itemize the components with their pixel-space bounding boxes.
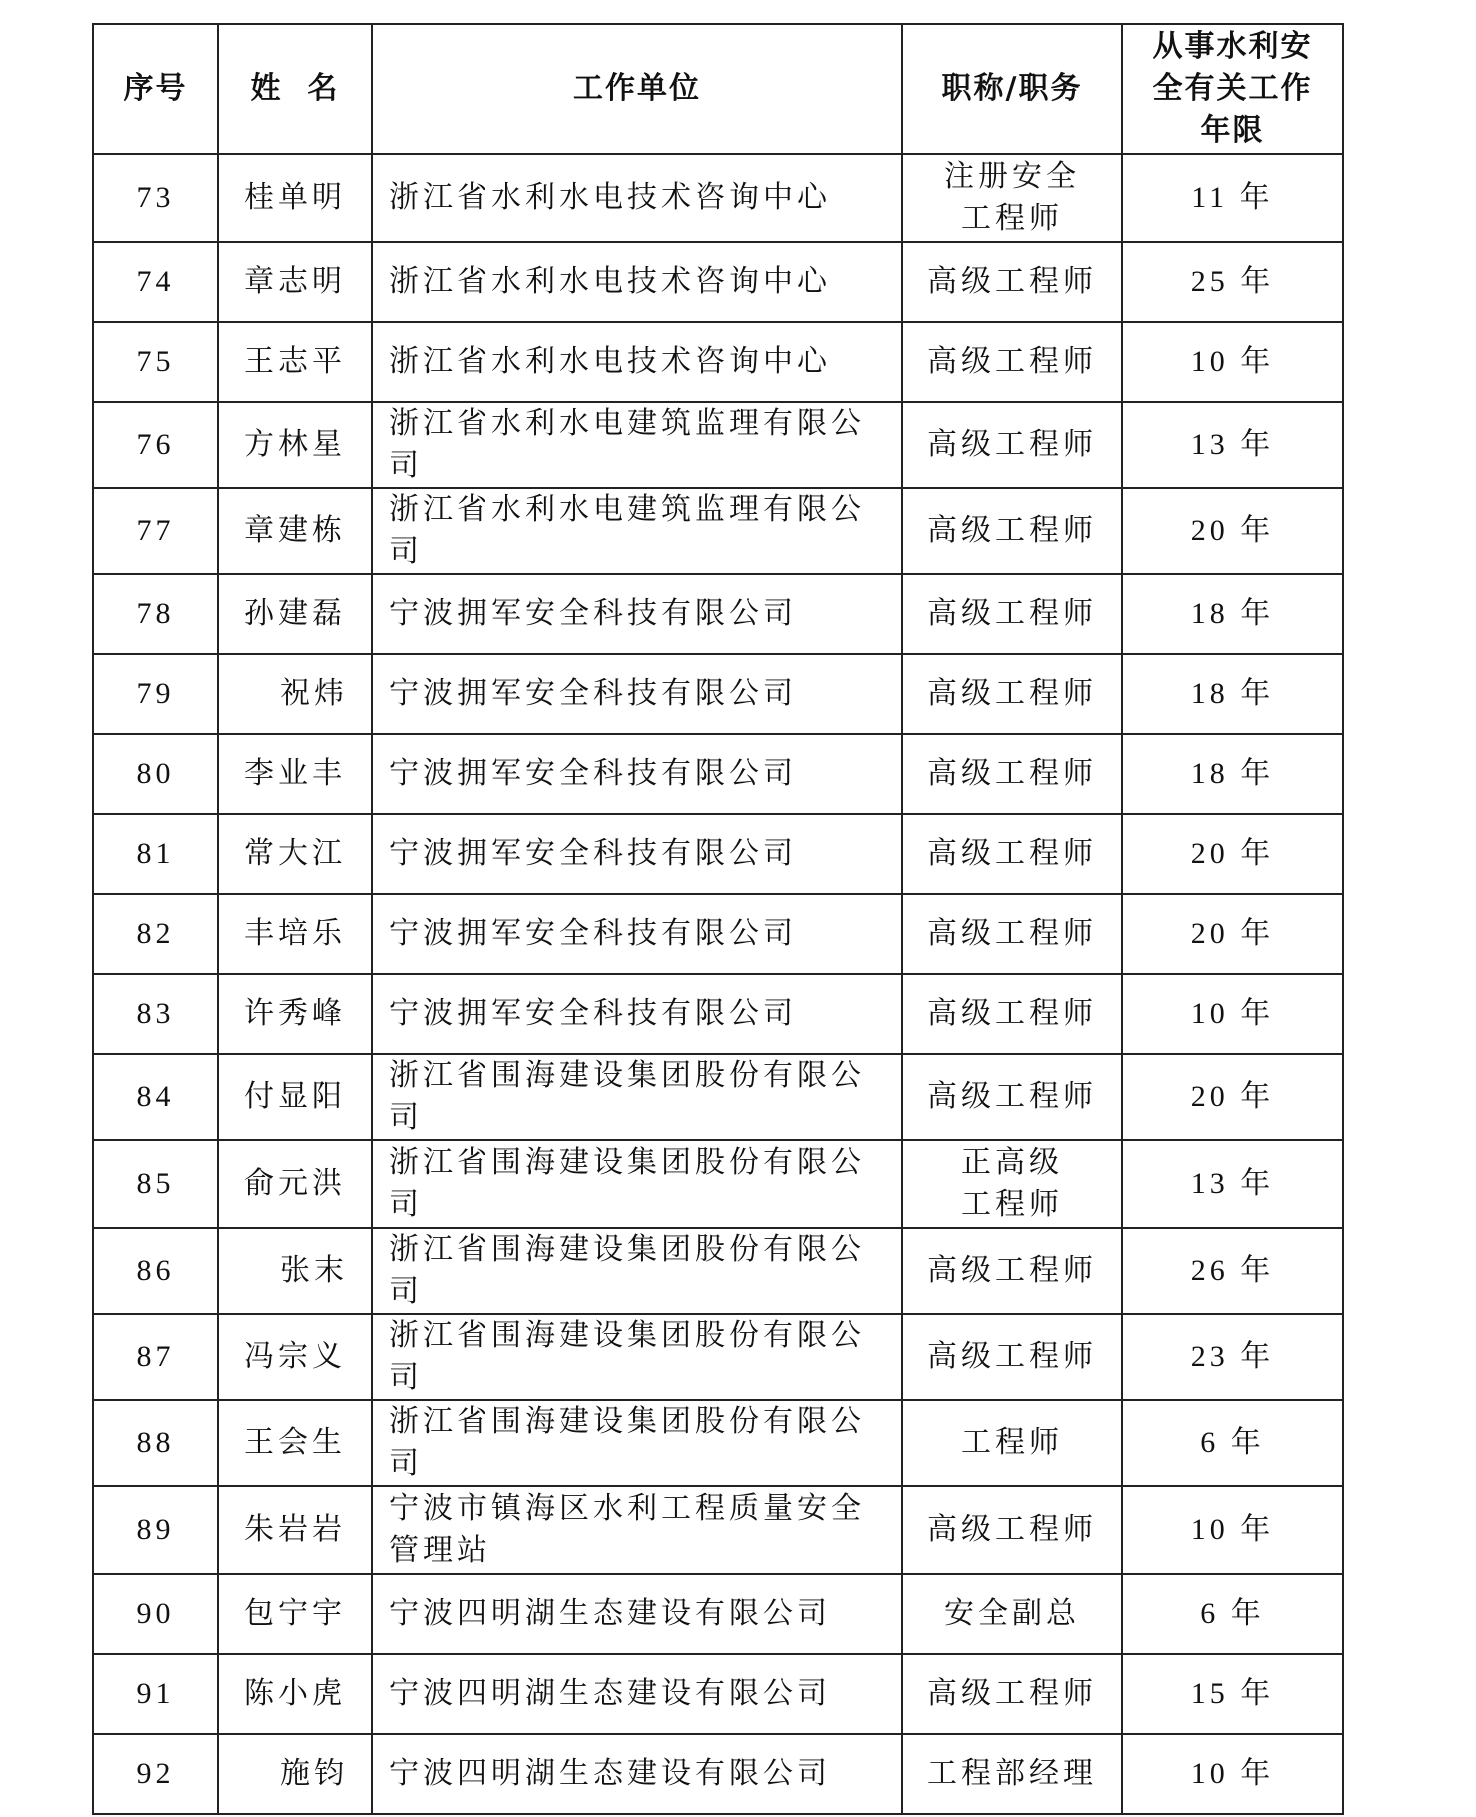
cell-seq: 81 [93,814,218,894]
cell-seq: 92 [93,1734,218,1814]
cell-seq: 88 [93,1400,218,1486]
header-years [1122,24,1343,154]
table-row [93,1228,1343,1314]
cell-years: 10 年 [1122,1486,1343,1574]
cell-years: 20 年 [1122,814,1343,894]
cell-years: 10 年 [1122,322,1343,402]
cell-title [902,402,1122,488]
cell-years: 6 年 [1122,1574,1343,1654]
cell-title [902,1140,1122,1228]
cell-unit: 浙江省围海建设集团股份有限公司 [372,1228,902,1314]
cell-title [902,1400,1122,1486]
cell-seq: 73 [93,154,218,242]
cell-title [902,974,1122,1054]
cell-title-line: 高级工程师 [927,344,1097,379]
table-row [93,894,1343,974]
table-row [93,974,1343,1054]
cell-title-line: 正高级 [961,1145,1063,1180]
cell-unit: 浙江省水利水电技术咨询中心 [372,322,902,402]
cell-unit: 浙江省围海建设集团股份有限公司 [372,1054,902,1140]
table-header [93,24,1343,154]
cell-unit: 宁波拥军安全科技有限公司 [372,974,902,1054]
cell-title [902,814,1122,894]
cell-title-line: 高级工程师 [927,596,1097,631]
cell-title [902,1574,1122,1654]
cell-years: 11 年 [1122,154,1343,242]
table-body [93,154,1343,1814]
cell-name: 朱岩岩 [218,1486,372,1574]
header-years-line2: 全有关工作 [1152,71,1313,106]
cell-title-line: 高级工程师 [927,264,1097,299]
cell-name: 陈小虎 [218,1654,372,1734]
cell-name: 祝炜 [218,654,372,734]
cell-seq: 86 [93,1228,218,1314]
table-row [93,1054,1343,1140]
cell-years: 25 年 [1122,242,1343,322]
cell-name: 施钧 [218,1734,372,1814]
cell-unit: 宁波四明湖生态建设有限公司 [372,1734,902,1814]
cell-years: 18 年 [1122,654,1343,734]
cell-title-line: 高级工程师 [927,676,1097,711]
cell-unit: 宁波四明湖生态建设有限公司 [372,1574,902,1654]
cell-name: 许秀峰 [218,974,372,1054]
table-row [93,242,1343,322]
cell-name: 常大江 [218,814,372,894]
table-row [93,1140,1343,1228]
cell-title [902,1228,1122,1314]
cell-years: 20 年 [1122,894,1343,974]
cell-unit: 宁波拥军安全科技有限公司 [372,814,902,894]
cell-title-line: 高级工程师 [927,427,1097,462]
cell-years: 6 年 [1122,1400,1343,1486]
cell-title-line: 工程师 [961,1187,1063,1222]
cell-title [902,654,1122,734]
cell-title [902,1734,1122,1814]
cell-seq: 80 [93,734,218,814]
cell-title-line: 安全副总 [944,1596,1080,1631]
cell-seq: 87 [93,1314,218,1400]
header-title: 职称/职务 [902,24,1122,154]
cell-title [902,488,1122,574]
cell-unit: 浙江省围海建设集团股份有限公司 [372,1314,902,1400]
cell-title [902,1314,1122,1400]
header-seq: 序号 [93,24,218,154]
cell-title [902,574,1122,654]
cell-years: 20 年 [1122,1054,1343,1140]
cell-years: 13 年 [1122,1140,1343,1228]
table-row [93,814,1343,894]
cell-name: 桂单明 [218,154,372,242]
cell-name: 包宁宇 [218,1574,372,1654]
cell-title-line: 工程部经理 [927,1756,1097,1791]
cell-unit: 浙江省水利水电建筑监理有限公司 [372,402,902,488]
cell-name: 孙建磊 [218,574,372,654]
cell-seq: 91 [93,1654,218,1734]
cell-seq: 76 [93,402,218,488]
cell-seq: 74 [93,242,218,322]
cell-title-line: 高级工程师 [927,756,1097,791]
table-row [93,654,1343,734]
cell-seq: 84 [93,1054,218,1140]
cell-name: 王会生 [218,1400,372,1486]
cell-title [902,734,1122,814]
table-row [93,402,1343,488]
cell-seq: 90 [93,1574,218,1654]
cell-title [902,1486,1122,1574]
cell-years: 15 年 [1122,1654,1343,1734]
cell-title-line: 注册安全 [944,159,1080,194]
header-years-line3: 年限 [1200,113,1265,148]
header-name: 姓 名 [218,24,372,154]
cell-years: 18 年 [1122,734,1343,814]
cell-unit: 浙江省水利水电技术咨询中心 [372,242,902,322]
table-row [93,322,1343,402]
cell-unit: 宁波市镇海区水利工程质量安全管理站 [372,1486,902,1574]
cell-unit: 宁波四明湖生态建设有限公司 [372,1654,902,1734]
table-row [93,488,1343,574]
cell-name: 俞元洪 [218,1140,372,1228]
table-row [93,1654,1343,1734]
cell-title [902,242,1122,322]
table-row [93,1574,1343,1654]
cell-seq: 82 [93,894,218,974]
table-row [93,154,1343,242]
cell-seq: 89 [93,1486,218,1574]
cell-title-line: 高级工程师 [927,996,1097,1031]
cell-unit: 浙江省围海建设集团股份有限公司 [372,1400,902,1486]
cell-title-line: 高级工程师 [927,1512,1097,1547]
cell-seq: 77 [93,488,218,574]
cell-years: 20 年 [1122,488,1343,574]
cell-title-line: 高级工程师 [927,1253,1097,1288]
cell-name: 方林星 [218,402,372,488]
cell-title-line: 高级工程师 [927,916,1097,951]
table-row [93,1314,1343,1400]
cell-title-line: 高级工程师 [927,513,1097,548]
cell-title-line: 工程师 [961,1425,1063,1460]
cell-name: 丰培乐 [218,894,372,974]
cell-name: 李业丰 [218,734,372,814]
cell-unit: 宁波拥军安全科技有限公司 [372,574,902,654]
cell-name: 冯宗义 [218,1314,372,1400]
table-row [93,1486,1343,1574]
cell-years: 13 年 [1122,402,1343,488]
cell-seq: 85 [93,1140,218,1228]
cell-title-line: 高级工程师 [927,1676,1097,1711]
cell-unit: 浙江省水利水电建筑监理有限公司 [372,488,902,574]
cell-title-line: 高级工程师 [927,836,1097,871]
cell-years: 23 年 [1122,1314,1343,1400]
cell-seq: 75 [93,322,218,402]
cell-seq: 83 [93,974,218,1054]
table-row [93,1400,1343,1486]
header-unit: 工作单位 [372,24,902,154]
cell-seq: 79 [93,654,218,734]
cell-title [902,1054,1122,1140]
cell-unit: 宁波拥军安全科技有限公司 [372,734,902,814]
header-row [93,24,1343,154]
cell-title-line: 高级工程师 [927,1339,1097,1374]
cell-years: 18 年 [1122,574,1343,654]
cell-title-line: 工程师 [961,201,1063,236]
cell-unit: 宁波拥军安全科技有限公司 [372,654,902,734]
header-years-line1: 从事水利安 [1152,29,1313,64]
cell-years: 26 年 [1122,1228,1343,1314]
cell-years: 10 年 [1122,1734,1343,1814]
cell-unit: 浙江省水利水电技术咨询中心 [372,154,902,242]
personnel-table [92,23,1344,1815]
cell-name: 付显阳 [218,1054,372,1140]
cell-years: 10 年 [1122,974,1343,1054]
cell-title [902,894,1122,974]
cell-title [902,322,1122,402]
cell-title [902,1654,1122,1734]
cell-name: 章志明 [218,242,372,322]
cell-title-line: 高级工程师 [927,1079,1097,1114]
cell-name: 张末 [218,1228,372,1314]
cell-unit: 浙江省围海建设集团股份有限公司 [372,1140,902,1228]
cell-title [902,154,1122,242]
cell-name: 章建栋 [218,488,372,574]
table-row [93,574,1343,654]
table-row [93,1734,1343,1814]
cell-unit: 宁波拥军安全科技有限公司 [372,894,902,974]
cell-seq: 78 [93,574,218,654]
cell-name: 王志平 [218,322,372,402]
table-row [93,734,1343,814]
